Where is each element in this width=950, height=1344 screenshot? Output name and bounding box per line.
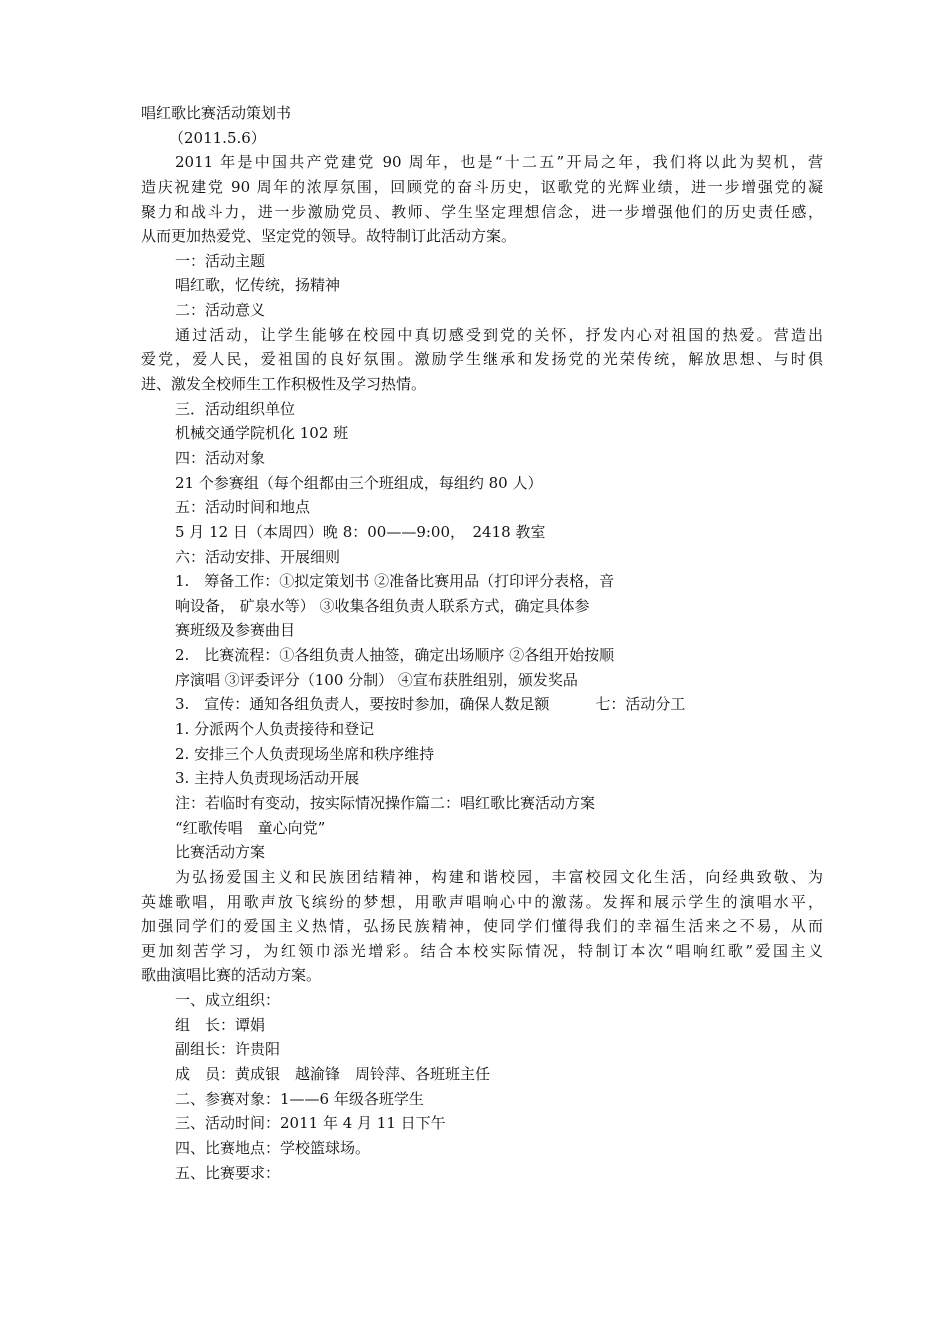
- intro-line: 造庆祝建党 90 周年的浓厚氛围，回顾党的奋斗历史，讴歌党的光辉业绩，进一步增强党的凝: [141, 177, 823, 196]
- plan-line: 更加刻苦学习，为红领巾添光增彩。结合本校实际情况，特制订本次“唱响红歌”爱国主义: [141, 941, 823, 960]
- section-body: 进、激发全校师生工作积极性及学习热情。: [141, 375, 427, 394]
- arrangement-line: 2. 比赛流程：①各组负责人抽签，确定出场顺序 ②各组开始按顺: [175, 646, 615, 665]
- org-leader: 组 长：谭娟: [175, 1015, 266, 1034]
- subtitle: “红歌传唱 童心向党”: [175, 818, 326, 837]
- duty-line: 1. 分派两个人负责接待和登记: [175, 720, 375, 739]
- section-body: 通过活动，让学生能够在校园中真切感受到党的关怀，抒发内心对祖国的热爱。营造出: [175, 325, 823, 344]
- intro-line: 从而更加热爱党、坚定党的领导。故特制订此活动方案。: [141, 227, 517, 246]
- section-heading: 四：活动对象: [175, 448, 266, 467]
- section-body: 5 月 12 日（本周四）晚 8：00——9:00， 2418 教室: [175, 522, 546, 541]
- document-title: 唱红歌比赛活动策划书: [141, 104, 292, 122]
- plan-line: 加强同学们的爱国主义热情，弘扬民族精神，使同学们懂得我们的幸福生活来之不易，从而: [141, 917, 823, 936]
- participants: 二、参赛对象：1——6 年级各班学生: [175, 1089, 424, 1108]
- section-heading: 六：活动安排、开展细则: [175, 547, 341, 566]
- arrangement-line: 响设备， 矿泉水等） ③收集各组负责人联系方式，确定具体参: [175, 596, 590, 615]
- arrangement-line-last: [141, 692, 823, 717]
- org-vice-leader: 副组长：许贵阳: [175, 1040, 281, 1059]
- section-body: 21 个参赛组（每个组都由三个班组成，每组约 80 人）: [175, 473, 543, 492]
- event-time: 三、活动时间：2011 年 4 月 11 日下午: [175, 1114, 446, 1133]
- document-body: [141, 101, 823, 1185]
- note: 注：若临时有变动，按实际情况操作篇二：唱红歌比赛活动方案: [175, 793, 596, 812]
- section-heading: 三．活动组织单位: [175, 399, 296, 418]
- section-body: 爱党，爱人民，爱祖国的良好氛围。激励学生继承和发扬党的光荣传统，解放思想、与时俱: [141, 350, 823, 369]
- section-heading: 一、成立组织：: [175, 991, 281, 1010]
- plan-line: 为弘扬爱国主义和民族团结精神，构建和谐校园，丰富校园文化生活，向经典致敬、为: [175, 867, 823, 886]
- event-venue: 四、比赛地点：学校篮球场。: [175, 1138, 371, 1157]
- org-members: 成 员：黄成银 越渝锋 周铃萍、各班班主任: [175, 1064, 491, 1083]
- intro-line: 聚力和战斗力，进一步激励党员、教师、学生坚定理想信念，进一步增强他们的历史责任感，: [141, 202, 823, 221]
- section-body: 唱红歌，忆传统，扬精神: [175, 276, 341, 295]
- arrangement-line: 序演唱 ③评委评分（100 分制） ④宣布获胜组别，颁发奖品: [175, 670, 578, 689]
- plan-line: 英雄歌唱，用歌声放飞缤纷的梦想，用歌声唱响心中的激荡。发挥和展示学生的演唱水平，: [141, 892, 823, 911]
- plan-title: 比赛活动方案: [175, 843, 266, 862]
- document-date: （2011.5.6）: [169, 128, 266, 147]
- arrangement-line: 赛班级及参赛曲目: [175, 621, 296, 640]
- section-heading: 二：活动意义: [175, 301, 266, 320]
- duty-line: 3. 主持人负责现场活动开展: [175, 769, 360, 788]
- section-heading: 一：活动主题: [175, 251, 266, 270]
- requirements-heading: 五、比赛要求：: [175, 1163, 281, 1182]
- plan-line: 歌曲演唱比赛的活动方案。: [141, 966, 322, 985]
- section-body: 机械交通学院机化 102 班: [175, 424, 349, 443]
- section-heading: 五：活动时间和地点: [175, 498, 311, 517]
- section-heading: 七：活动分工: [595, 695, 686, 714]
- intro-line: 2011 年是中国共产党建党 90 周年，也是“十二五”开局之年，我们将以此为契机，营: [175, 153, 823, 172]
- arrangement-line: 1. 筹备工作：①拟定策划书 ②准备比赛用品（打印评分表格，音: [175, 572, 615, 591]
- duty-line: 2. 安排三个人负责现场坐席和秩序维持: [175, 744, 435, 763]
- publicity-text: 3. 宣传：通知各组负责人，要按时参加，确保人数足额: [175, 695, 550, 714]
